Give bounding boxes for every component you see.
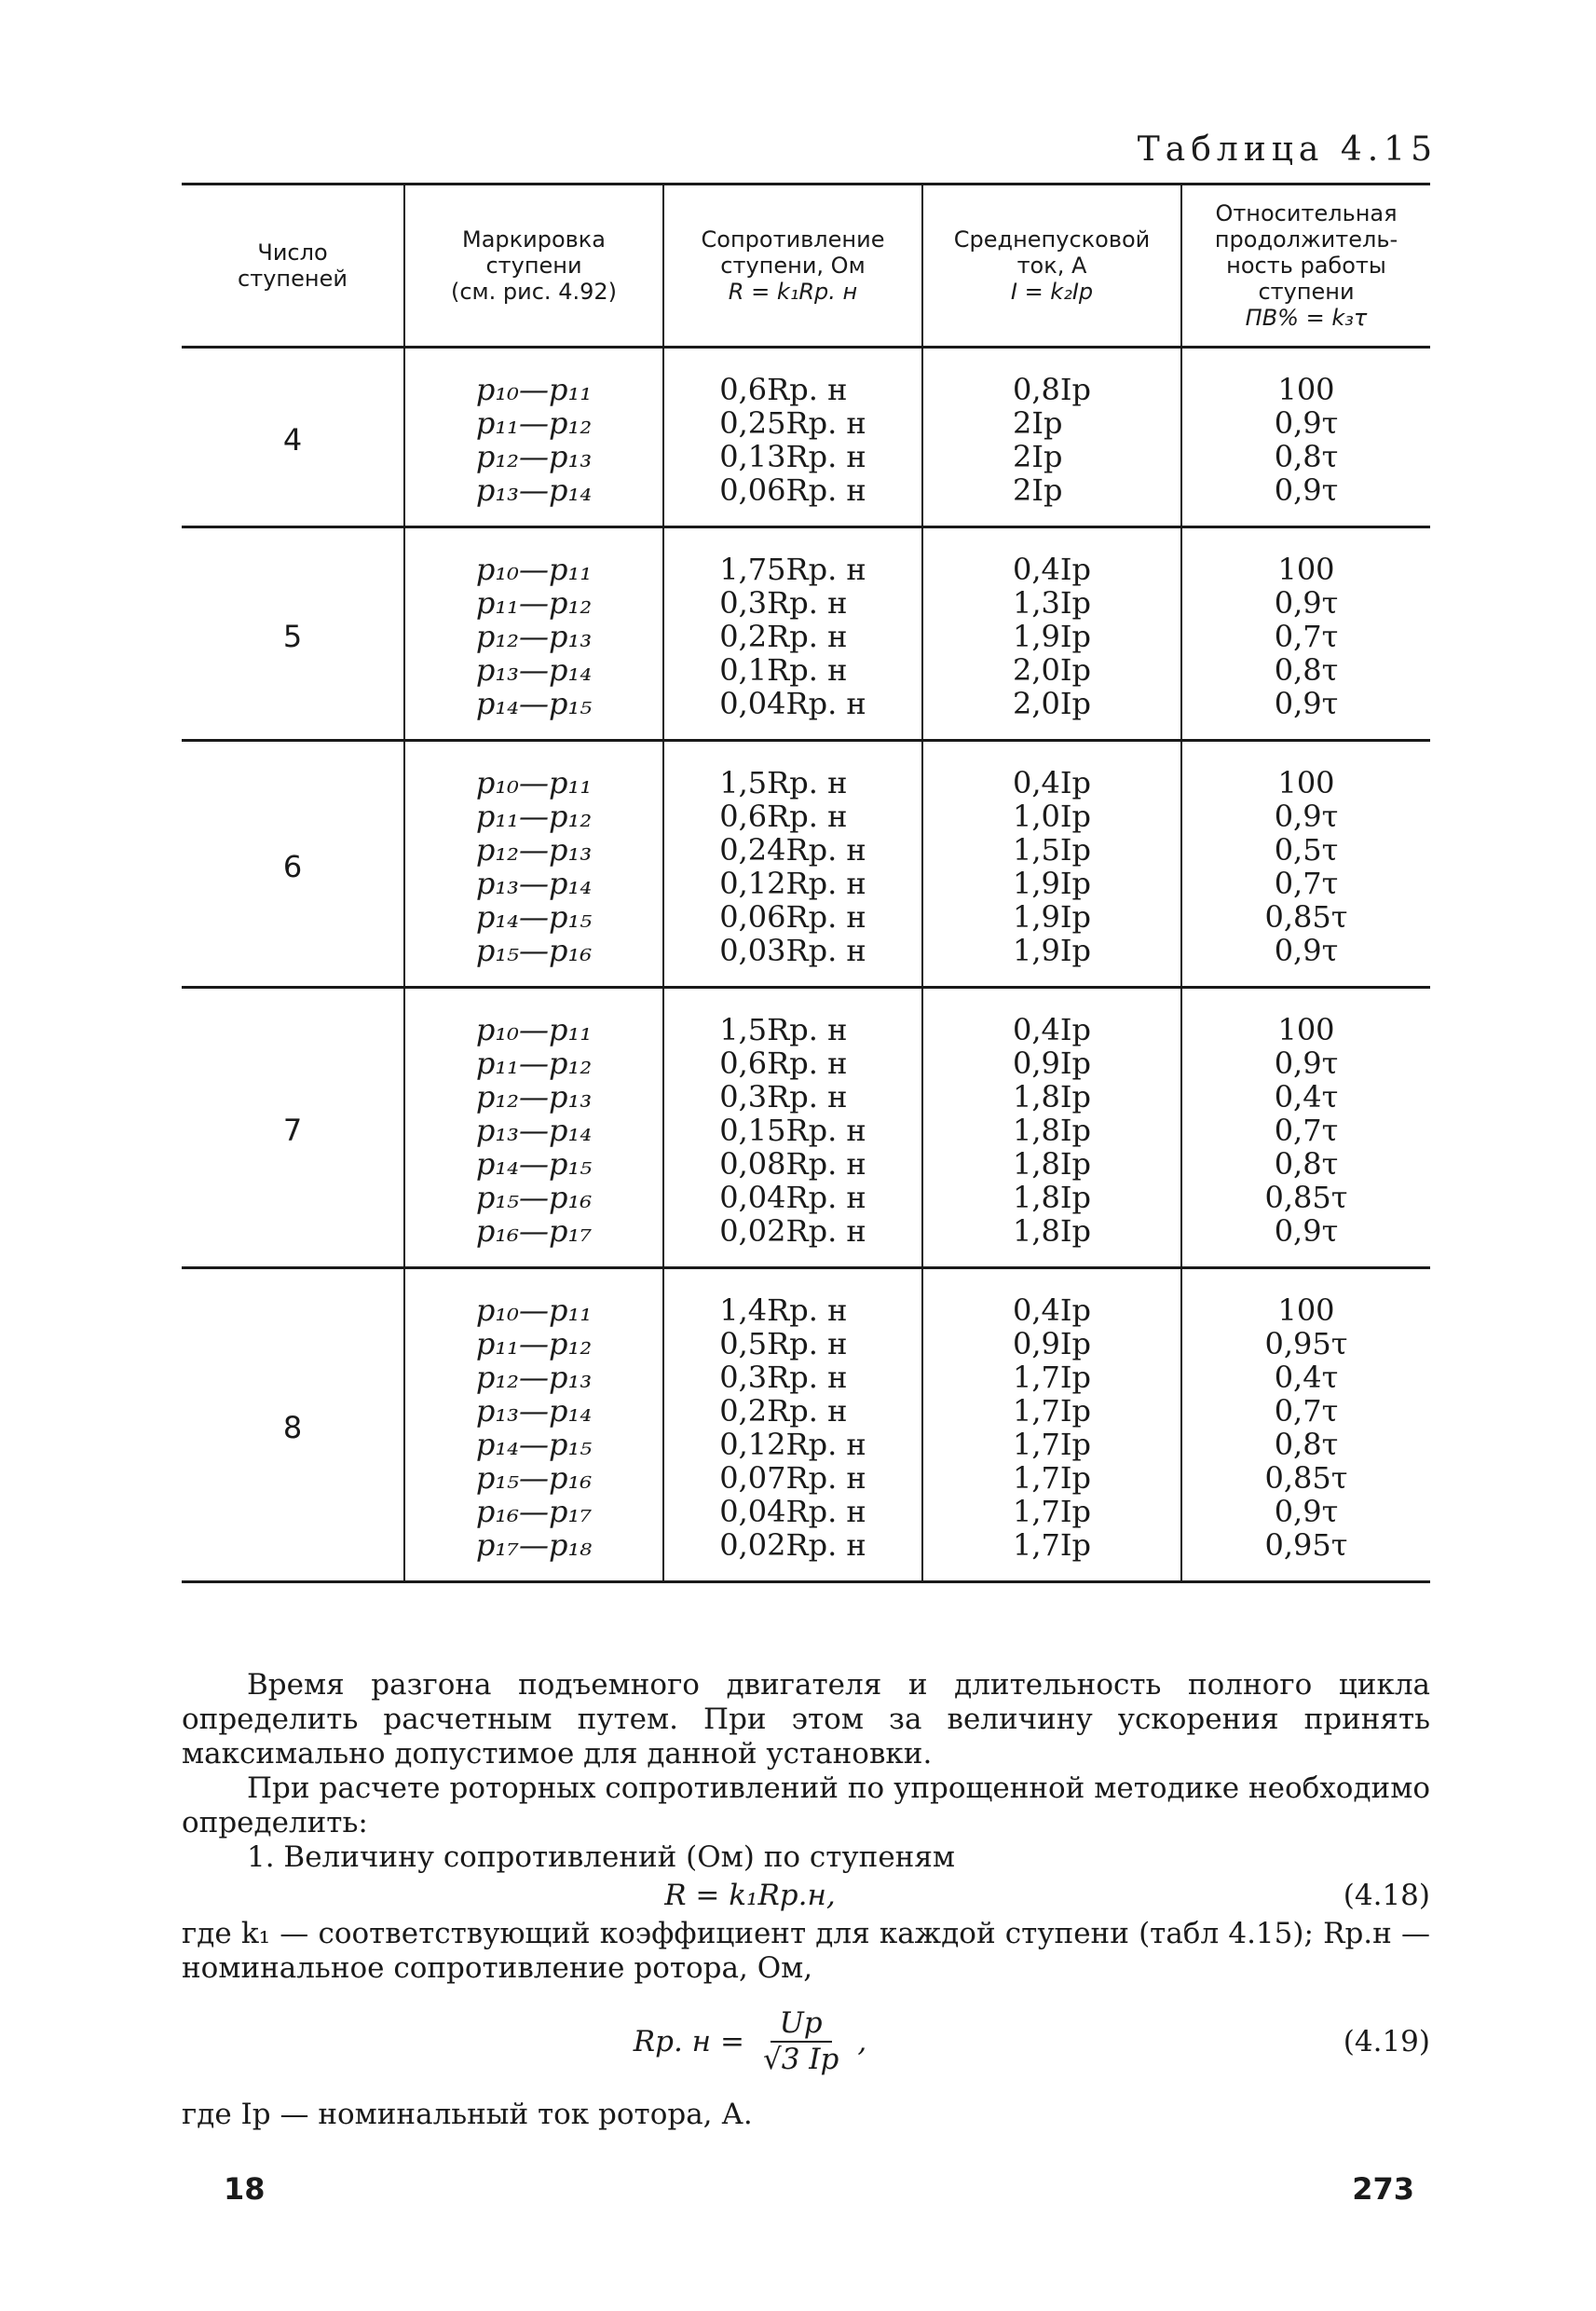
step-marking-value: p₁₁—p₁₂ [475,405,593,441]
step-marking-list [476,553,592,720]
step-marking-value: p₁₂—p₁₃ [475,1079,593,1114]
step-marking-list [476,1293,592,1562]
step-marking-value: p₁₄—p₁₅ [475,899,593,935]
paragraph: где k₁ — соответствующий коэффициент для каждой ступени (табл 4.15); Rр.н — номинальное сопротивление ротора, Ом, [182,1917,1430,1985]
step-marking-value: p₁₂—p₁₃ [475,619,593,654]
start-current-value: 0,4Iр [1012,1292,1091,1328]
step-marking-value: p₁₅—p₁₆ [475,1460,593,1496]
formula-text: R = k₁Rр.н, [664,1879,836,1912]
duty-cycle-value: 0,8τ [1274,1146,1339,1182]
start-current-cell [923,989,1182,1266]
duty-cycle-value: 100 [1277,1012,1335,1047]
duty-cycle-cell [1182,1269,1430,1580]
formula-expression [634,2006,866,2077]
duty-cycle-list [1275,553,1339,720]
step-marking-value: p₁₇—p₁₈ [475,1527,593,1563]
steps-count: 5 [182,528,405,739]
step-marking-value: p₁₁—p₁₂ [475,1046,593,1081]
step-marking-value: p₁₆—p₁₇ [475,1494,593,1529]
step-marking-value: p₁₀—p₁₁ [475,1292,593,1328]
start-current-value: 2Iр [1012,439,1063,474]
duty-cycle-value: 0,95τ [1264,1326,1348,1361]
step-marking-value: p₁₃—p₁₄ [475,866,593,901]
duty-cycle-value: 0,9τ [1274,405,1339,441]
duty-cycle-value: 0,7τ [1274,866,1339,901]
start-current-value: 1,9Iр [1012,866,1091,901]
header-line: ток, А [1016,253,1087,279]
start-current-value: 1,7Iр [1012,1360,1091,1395]
steps-count: 4 [182,349,405,526]
duty-cycle-list [1265,1293,1348,1562]
paragraph: Время разгона подъемного двигателя и длительность полного цикла определить расчетным путем. При этом за величину ускорения принять максимально допустимое для данной установки. [182,1668,1430,1771]
header-line: ступени [1258,279,1355,305]
header-line: (см. рис. 4.92) [450,279,617,305]
duty-cycle-value: 100 [1277,765,1335,800]
step-resistance-list [719,1293,866,1562]
step-marking-list [476,766,592,967]
duty-cycle-value: 100 [1277,1292,1335,1328]
start-current-value: 1,3Iр [1012,585,1091,621]
step-marking-value: p₁₀—p₁₁ [475,552,593,587]
start-current-cell [923,528,1182,739]
step-marking-value: p₁₃—p₁₄ [475,652,593,688]
header-line: Среднепусковой [953,226,1151,253]
formula-4-18 [182,1879,1430,1913]
fraction-denominator: √3 Iр [762,2043,839,2076]
step-resistance-value: 0,24Rр. н [719,832,866,868]
start-current-value: 2,0Iр [1012,652,1091,688]
step-resistance-value: 0,1Rр. н [719,652,848,688]
duty-cycle-value: 0,9τ [1274,1213,1339,1249]
start-current-value: 1,9Iр [1012,619,1091,654]
header-line: Число [257,239,328,266]
duty-cycle-value: 0,4τ [1274,1079,1339,1114]
duty-cycle-cell [1182,989,1430,1266]
header-line: Сопротивление [701,226,885,253]
start-current-value: 1,0Iр [1012,799,1091,834]
step-resistance-value: 0,3Rр. н [719,585,848,621]
duty-cycle-value: 0,85τ [1264,1460,1348,1496]
step-resistance-value: 0,2Rр. н [719,1393,848,1429]
start-current-value: 1,8Iр [1012,1213,1091,1249]
start-current-value: 0,8Iр [1012,372,1091,407]
paragraph: При расчете роторных сопротивлений по упрощенной методике необходимо определить: [182,1771,1430,1839]
table-group-row [182,742,1430,989]
step-resistance-value: 0,06Rр. н [719,899,866,935]
start-current-value: 1,8Iр [1012,1113,1091,1148]
formula-body [182,2006,1318,2077]
step-marking-value: p₁₀—p₁₁ [475,372,593,407]
duty-cycle-value: 0,9τ [1274,472,1339,508]
table-header-row [182,185,1430,349]
resistance-table [182,183,1430,1583]
signature-mark: 18 [224,2171,266,2207]
step-resistance-value: 0,2Rр. н [719,619,848,654]
start-current-value: 1,8Iр [1012,1079,1091,1114]
steps-count: 8 [182,1269,405,1580]
duty-cycle-cell [1182,742,1430,986]
duty-cycle-value: 0,7τ [1274,1393,1339,1429]
step-resistance-cell [664,989,923,1266]
step-marking-list [476,1013,592,1248]
step-resistance-value: 0,04Rр. н [719,686,866,721]
step-marking-cell [405,989,664,1266]
duty-cycle-value: 0,9τ [1274,1494,1339,1529]
step-resistance-list [719,766,866,967]
duty-cycle-value: 0,85τ [1264,899,1348,935]
step-marking-value: p₁₄—p₁₅ [475,1427,593,1462]
step-marking-cell [405,1269,664,1580]
step-resistance-cell [664,1269,923,1580]
step-resistance-value: 0,08Rр. н [719,1146,866,1182]
header-start-current [923,185,1182,346]
header-line: Маркировка [461,226,606,253]
step-marking-value: p₁₅—p₁₆ [475,1180,593,1215]
duty-cycle-value: 100 [1277,372,1335,407]
duty-cycle-cell [1182,528,1430,739]
duty-cycle-value: 0,8τ [1274,652,1339,688]
table-caption: Таблица 4.15 [1137,130,1438,169]
step-marking-cell [405,528,664,739]
header-line: ступеней [238,266,348,292]
duty-cycle-list [1265,1013,1348,1248]
start-current-cell [923,742,1182,986]
start-current-value: 1,9Iр [1012,933,1091,968]
formula-4-19 [182,2006,1430,2077]
step-marking-value: p₁₀—p₁₁ [475,765,593,800]
start-current-list [1013,766,1091,967]
steps-count: 7 [182,989,405,1266]
duty-cycle-list [1265,766,1348,967]
paragraph: 1. Величину сопротивлений (Ом) по ступеням [247,1840,955,1874]
header-line: продолжитель- [1214,226,1398,253]
duty-cycle-value: 0,9τ [1274,1046,1339,1081]
duty-cycle-value: 0,95τ [1264,1527,1348,1563]
start-current-value: 1,7Iр [1012,1427,1091,1462]
header-line: R = k₁Rр. н [728,279,858,305]
step-marking-value: p₁₂—p₁₃ [475,439,593,474]
step-marking-value: p₁₁—p₁₂ [475,799,593,834]
step-marking-cell [405,349,664,526]
step-marking-value: p₁₁—p₁₂ [475,585,593,621]
duty-cycle-value: 0,8τ [1274,1427,1339,1462]
table-body [182,349,1430,1583]
fraction-numerator: Uр [771,2006,832,2043]
duty-cycle-cell [1182,349,1430,526]
step-resistance-list [719,373,866,507]
header-step-resistance [664,185,923,346]
table-group-row [182,349,1430,528]
start-current-list [1013,1293,1091,1562]
duty-cycle-value: 0,9τ [1274,933,1339,968]
duty-cycle-value: 0,9τ [1274,686,1339,721]
start-current-value: 0,4Iр [1012,765,1091,800]
start-current-list [1013,553,1091,720]
start-current-value: 2Iр [1012,472,1063,508]
step-resistance-value: 1,5Rр. н [719,765,848,800]
step-resistance-value: 0,15Rр. н [719,1113,866,1148]
start-current-value: 1,7Iр [1012,1494,1091,1529]
step-resistance-value: 0,6Rр. н [719,799,848,834]
step-resistance-value: 0,04Rр. н [719,1180,866,1215]
paragraph: где Iр — номинальный ток ротора, А. [182,2098,753,2131]
step-resistance-list [719,553,866,720]
duty-cycle-value: 0,9τ [1274,585,1339,621]
page-number: 273 [1352,2171,1414,2207]
header-line: ПВ% = k₃τ [1245,305,1368,331]
step-resistance-cell [664,528,923,739]
start-current-value: 1,7Iр [1012,1527,1091,1563]
duty-cycle-value: 0,7τ [1274,1113,1339,1148]
start-current-value: 1,8Iр [1012,1146,1091,1182]
duty-cycle-value: 0,7τ [1274,619,1339,654]
duty-cycle-value: 0,8τ [1274,439,1339,474]
step-resistance-cell [664,349,923,526]
step-resistance-value: 1,5Rр. н [719,1012,848,1047]
header-duty-cycle [1182,185,1430,346]
formula-number: (4.18) [1343,1879,1430,1912]
table-group-row [182,989,1430,1269]
step-resistance-value: 0,3Rр. н [719,1079,848,1114]
start-current-cell [923,349,1182,526]
step-marking-value: p₁₁—p₁₂ [475,1326,593,1361]
step-resistance-value: 0,07Rр. н [719,1460,866,1496]
step-resistance-value: 0,04Rр. н [719,1494,866,1529]
start-current-value: 1,8Iр [1012,1180,1091,1215]
step-marking-value: p₁₃—p₁₄ [475,472,593,508]
duty-cycle-value: 0,4τ [1274,1360,1339,1395]
duty-cycle-value: 100 [1277,552,1335,587]
step-marking-cell [405,742,664,986]
formula-comma: , [857,2024,867,2058]
formula-lhs: Rр. н = [633,2024,744,2058]
step-resistance-value: 0,03Rр. н [719,933,866,968]
start-current-value: 0,9Iр [1012,1326,1091,1361]
header-line: ступени, Ом [720,253,866,279]
start-current-list [1013,373,1091,507]
step-marking-value: p₁₄—p₁₅ [475,686,593,721]
step-marking-value: p₁₂—p₁₃ [475,832,593,868]
step-resistance-value: 0,6Rр. н [719,372,848,407]
start-current-value: 1,7Iр [1012,1393,1091,1429]
header-line: ступени [485,253,582,279]
step-resistance-cell [664,742,923,986]
fraction [754,2006,848,2077]
duty-cycle-value: 0,9τ [1274,799,1339,834]
step-resistance-value: 0,12Rр. н [719,1427,866,1462]
step-marking-value: p₁₀—p₁₁ [475,1012,593,1047]
duty-cycle-value: 0,85τ [1264,1180,1348,1215]
header-step-marking [405,185,664,346]
step-resistance-value: 0,02Rр. н [719,1213,866,1249]
start-current-value: 2Iр [1012,405,1063,441]
start-current-value: 0,9Iр [1012,1046,1091,1081]
step-resistance-value: 0,06Rр. н [719,472,866,508]
step-marking-value: p₁₅—p₁₆ [475,933,593,968]
step-resistance-value: 0,3Rр. н [719,1360,848,1395]
step-resistance-list [719,1013,866,1248]
step-resistance-value: 0,25Rр. н [719,405,866,441]
duty-cycle-list [1275,373,1339,507]
step-marking-value: p₁₃—p₁₄ [475,1113,593,1148]
start-current-value: 1,5Iр [1012,832,1091,868]
start-current-value: 0,4Iр [1012,1012,1091,1047]
steps-count: 6 [182,742,405,986]
step-resistance-value: 0,5Rр. н [719,1326,848,1361]
start-current-value: 2,0Iр [1012,686,1091,721]
step-resistance-value: 0,6Rр. н [719,1046,848,1081]
duty-cycle-value: 0,5τ [1274,832,1339,868]
start-current-value: 0,4Iр [1012,552,1091,587]
start-current-value: 1,9Iр [1012,899,1091,935]
step-marking-value: p₁₆—p₁₇ [475,1213,593,1249]
step-resistance-value: 0,02Rр. н [719,1527,866,1563]
header-line: I = k₂Iр [1010,279,1094,305]
header-steps-count [182,185,405,346]
step-resistance-value: 0,12Rр. н [719,866,866,901]
table-group-row [182,1269,1430,1583]
header-line: ность работы [1226,253,1386,279]
start-current-list [1013,1013,1091,1248]
start-current-cell [923,1269,1182,1580]
table-group-row [182,528,1430,742]
formula-number: (4.19) [1343,2024,1430,2058]
body-text [182,1668,1430,2132]
step-marking-value: p₁₃—p₁₄ [475,1393,593,1429]
step-resistance-value: 0,13Rр. н [719,439,866,474]
header-line: Относительная [1215,200,1398,226]
step-marking-list [476,373,592,507]
start-current-value: 1,7Iр [1012,1460,1091,1496]
step-marking-value: p₁₄—p₁₅ [475,1146,593,1182]
step-resistance-value: 1,75Rр. н [719,552,866,587]
step-resistance-value: 1,4Rр. н [719,1292,848,1328]
step-marking-value: p₁₂—p₁₃ [475,1360,593,1395]
